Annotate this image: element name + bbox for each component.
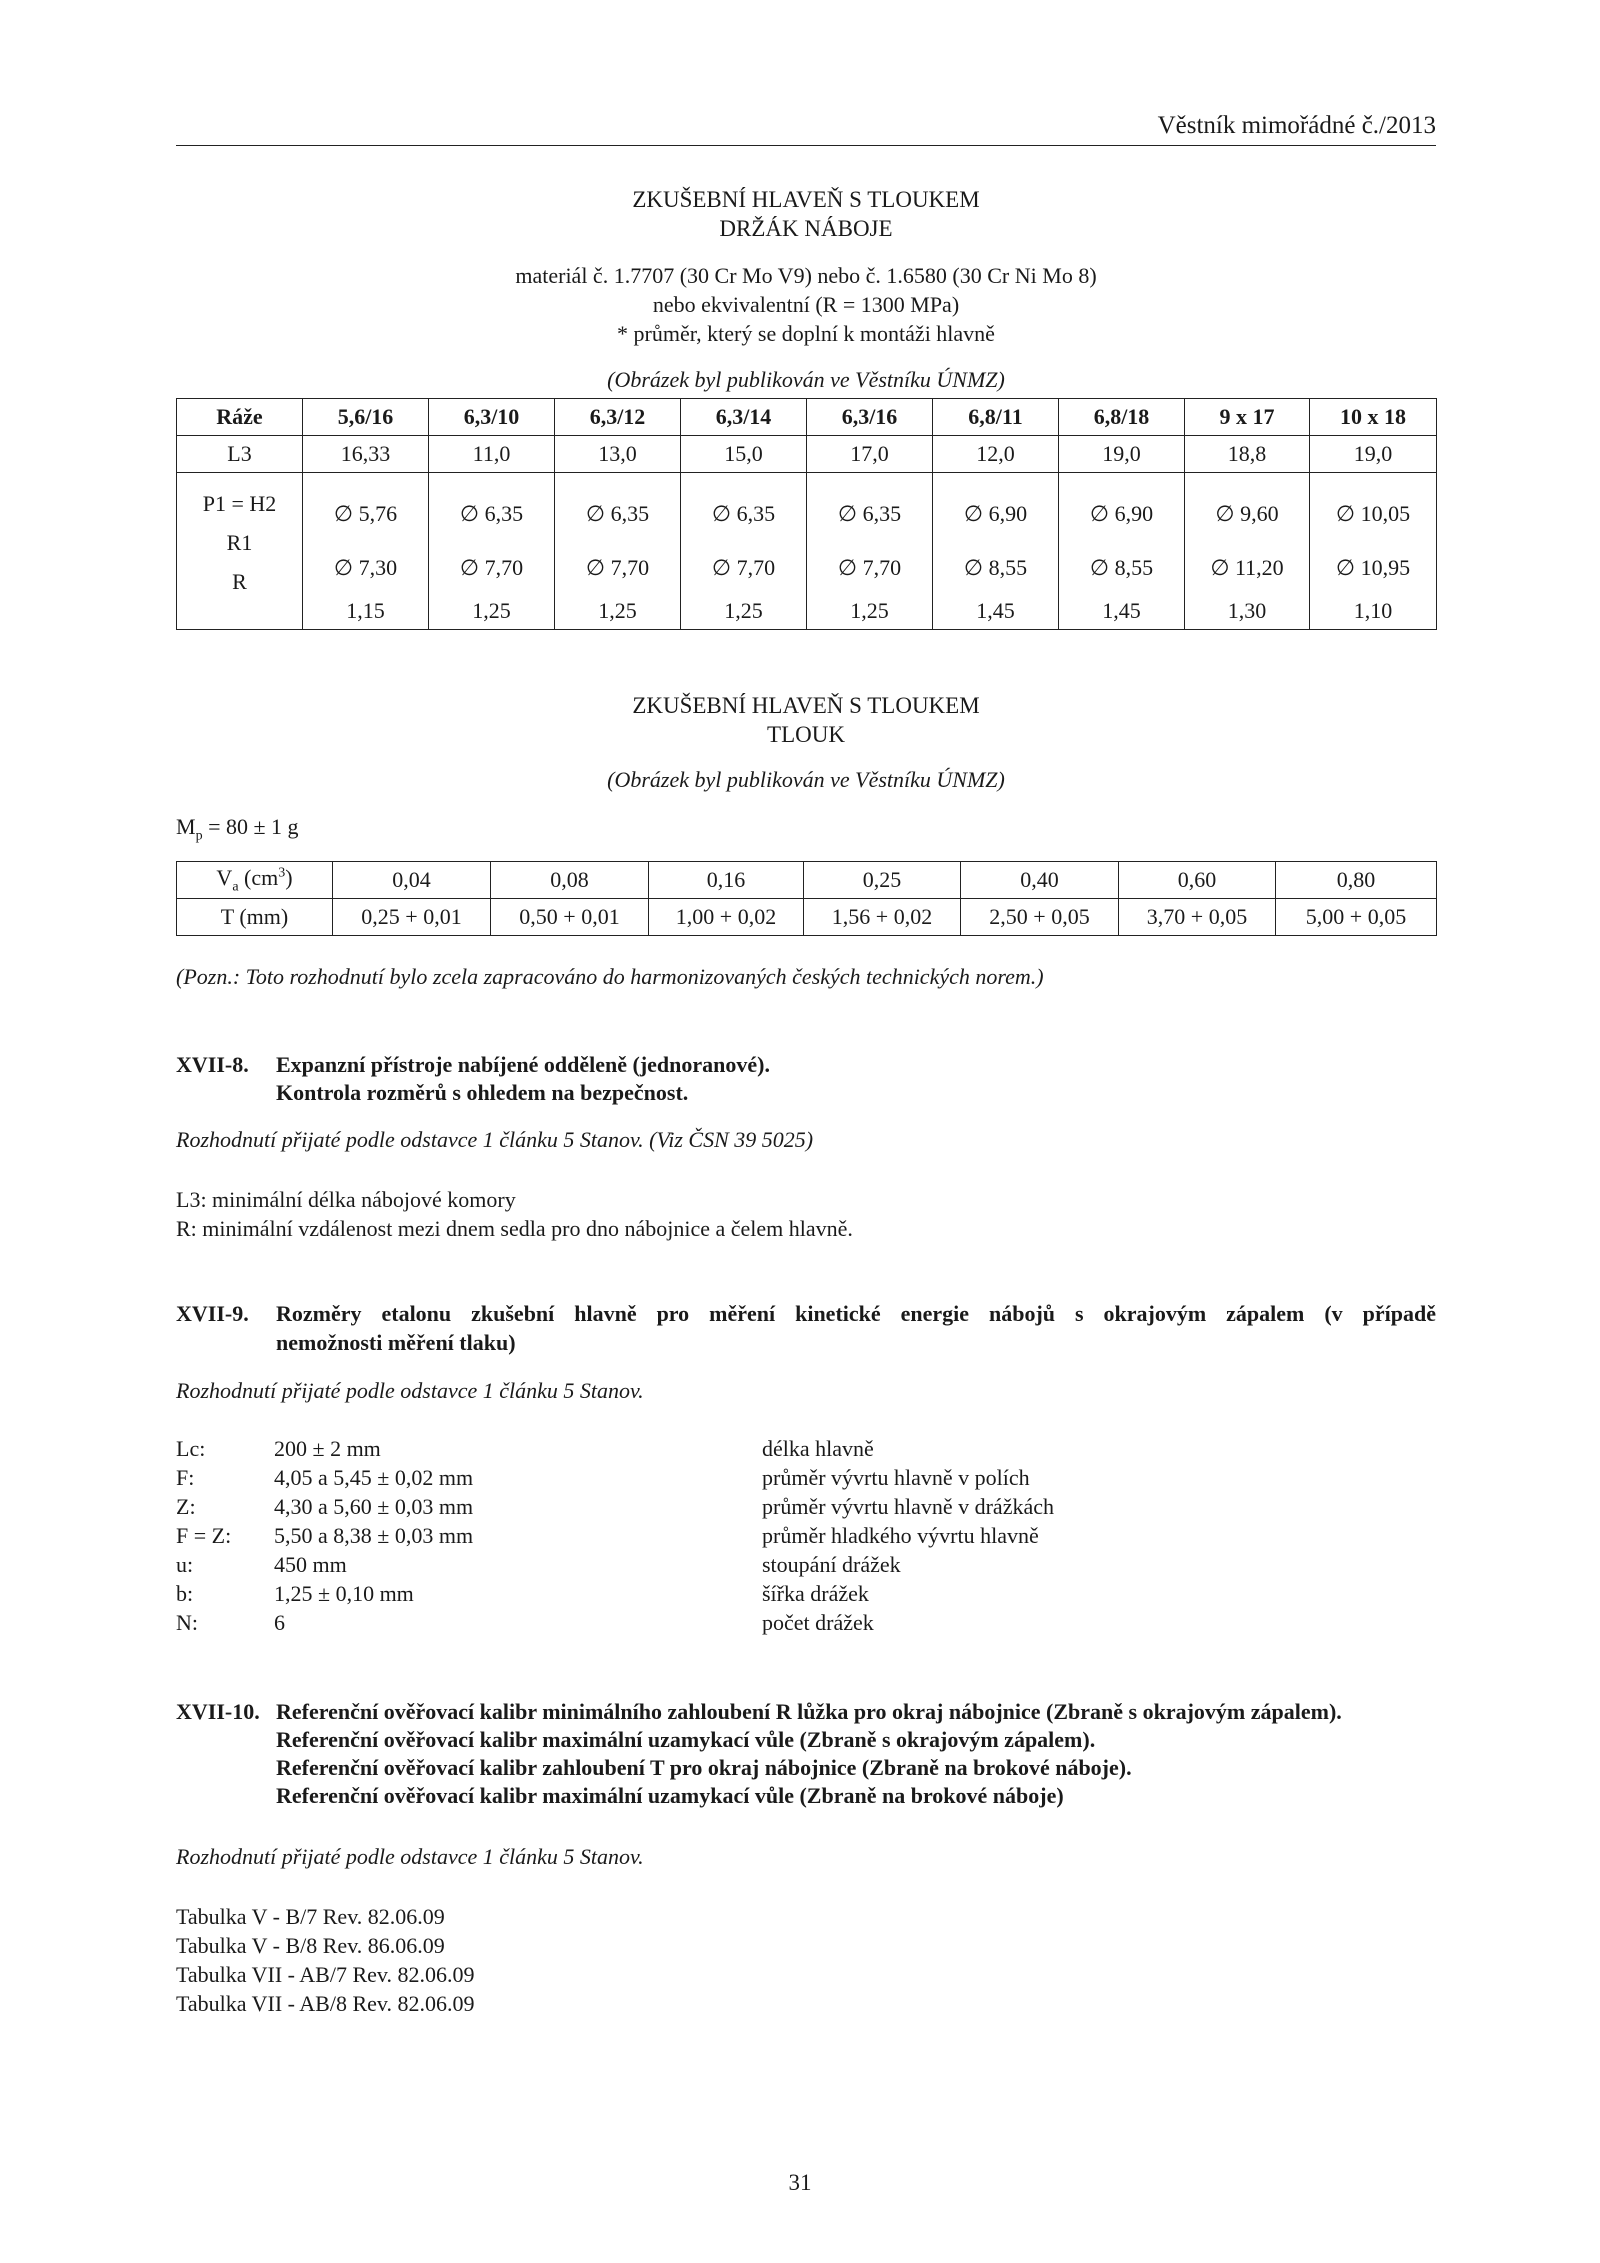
xvii10-title-line2: Referenční ověřovací kalibr maximální uzamykací vůle (Zbraně s okrajovým zápalem).: [276, 1727, 1096, 1752]
list-item-value: 6: [274, 1610, 285, 1635]
cell-value: ∅ 6,35: [459, 501, 524, 526]
header-cell: 6,3/16: [807, 399, 933, 436]
xvii8-decision: Rozhodnutí přijaté podle odstavce 1 článku 5 Stanov. (Viz ČSN 39 5025): [176, 1127, 814, 1152]
table-cell: 3,70 + 0,05: [1119, 899, 1276, 936]
table-cell: 0,50 + 0,01: [491, 899, 649, 936]
table-cell: 18,8: [1185, 436, 1310, 473]
section1-material: materiál č. 1.7707 (30 Cr Mo V9) nebo č. 1.6580 (30 Cr Ni Mo 8): [515, 263, 1097, 288]
table-header-row: [177, 399, 1437, 436]
table-cell: 0,25: [804, 862, 961, 899]
xvii8-definition-l3: L3: minimální délka nábojové komory: [176, 1187, 516, 1212]
list-item-description: stoupání drážek: [762, 1552, 901, 1577]
list-item-value: 200 ± 2 mm: [274, 1436, 381, 1461]
list-item-value: 1,25 ± 0,10 mm: [274, 1581, 414, 1606]
cell-value: ∅ 6,35: [585, 501, 650, 526]
row-label: R1: [226, 530, 253, 555]
cell-value: ∅ 7,70: [459, 555, 524, 580]
row-label: P1 = H2: [202, 491, 277, 516]
cell-value: 1,10: [1353, 598, 1393, 623]
section2-remark: (Pozn.: Toto rozhodnutí bylo zcela zapracováno do harmonizovaných českých technických norem.): [176, 964, 1044, 989]
cell-value: ∅ 6,90: [963, 501, 1028, 526]
table-cell: 1,56 + 0,02: [804, 899, 961, 936]
header-cell: 6,3/10: [429, 399, 555, 436]
list-item-value: 5,50 a 8,38 ± 0,03 mm: [274, 1523, 474, 1548]
row-label: R: [232, 569, 247, 594]
xvii9-decision: Rozhodnutí přijaté podle odstavce 1 článku 5 Stanov.: [176, 1378, 644, 1403]
table-cell: [303, 473, 429, 630]
table-cell: 0,40: [961, 862, 1119, 899]
cell-value: 1,25: [850, 598, 889, 623]
table-cell: 1,00 + 0,02: [649, 899, 804, 936]
list-item-value: 4,05 a 5,45 ± 0,02 mm: [274, 1465, 474, 1490]
xvii8-title-line1: Expanzní přístroje nabíjené odděleně (jednoranové).: [276, 1052, 770, 1077]
list-item-description: průměr vývrtu hlavně v polích: [762, 1465, 1030, 1490]
table-row: [177, 436, 1437, 473]
section2-title: ZKUŠEBNÍ HLAVEŇ S TLOUKEM: [632, 693, 980, 718]
section2-published-note: (Obrázek byl publikován ve Věstníku ÚNMZ): [607, 767, 1005, 792]
list-item-symbol: Z:: [176, 1494, 196, 1519]
table-cell: [429, 473, 555, 630]
table-cell: [555, 473, 681, 630]
list-item-description: průměr hladkého vývrtu hlavně: [762, 1523, 1039, 1548]
list-item-value: 450 mm: [274, 1552, 347, 1577]
cell-value: ∅ 10,95: [1335, 555, 1411, 580]
xvii8-title-line2: Kontrola rozměrů s ohledem na bezpečnost.: [276, 1080, 689, 1105]
xvii9-title-line2: nemožnosti měření tlaku): [276, 1330, 516, 1355]
table-cell: 15,0: [681, 436, 807, 473]
running-header: Věstník mimořádné č./2013: [1157, 112, 1436, 139]
header-cell: 6,3/14: [681, 399, 807, 436]
va-close: ): [285, 864, 293, 890]
cell-value: ∅ 6,35: [711, 501, 776, 526]
xvii8-definition-r: R: minimální vzdálenost mezi dnem sedla pro dno nábojnice a čelem hlavně.: [176, 1216, 853, 1241]
xvii10-title-line4: Referenční ověřovací kalibr maximální uzamykací vůle (Zbraně na brokové náboje): [276, 1783, 1064, 1808]
cell-value: ∅ 6,35: [837, 501, 902, 526]
section1-published-note: (Obrázek byl publikován ve Věstníku ÚNMZ): [607, 367, 1005, 392]
table-row: [177, 473, 1437, 630]
va-unit: (cm: [238, 864, 279, 890]
mass-symbol: M: [176, 814, 196, 839]
table-cell: 0,25 + 0,01: [333, 899, 491, 936]
cell-value: 1,25: [472, 598, 511, 623]
cell-value: ∅ 5,76: [333, 501, 398, 526]
cell-value: ∅ 9,60: [1215, 501, 1279, 526]
header-cell: 10 x 18: [1310, 399, 1437, 436]
xvii8-number: XVII-8.: [176, 1052, 249, 1077]
xvii9-title-line1: Rozměry etalonu zkušební hlavně pro měření kinetické energie nábojů s okrajovým zápalem (v případě: [276, 1301, 1436, 1326]
page-number: 31: [788, 2170, 812, 2195]
va-symbol: V: [216, 864, 233, 890]
table-cell: 19,0: [1059, 436, 1185, 473]
header-cell: 6,3/12: [555, 399, 681, 436]
section1-equivalent: nebo ekvivalentní (R = 1300 MPa): [652, 292, 960, 317]
table-cell: 5,00 + 0,05: [1276, 899, 1437, 936]
header-rule: [176, 145, 1436, 146]
cell-value: ∅ 7,70: [585, 555, 650, 580]
cell-value: ∅ 10,05: [1335, 501, 1411, 526]
table-row: [177, 862, 1437, 899]
list-item-description: průměr vývrtu hlavně v drážkách: [762, 1494, 1054, 1519]
cell-value: 1,45: [1102, 598, 1141, 623]
table-cell: [1059, 473, 1185, 630]
table-cell: 0,04: [333, 862, 491, 899]
list-item: Tabulka VII - AB/7 Rev. 82.06.09: [176, 1962, 475, 1987]
cell-value: ∅ 8,55: [963, 555, 1028, 580]
header-cell: 9 x 17: [1185, 399, 1310, 436]
header-cell: 6,8/18: [1059, 399, 1185, 436]
table-cell: [807, 473, 933, 630]
table-cell: [933, 473, 1059, 630]
table-cell: 16,33: [303, 436, 429, 473]
mass-value: = 80 ± 1 g: [202, 814, 299, 839]
hammer-volume-table: [176, 861, 1437, 936]
table-cell: 19,0: [1310, 436, 1437, 473]
section1-note: * průměr, který se doplní k montáži hlavně: [617, 321, 995, 346]
cell-value: ∅ 7,30: [333, 555, 398, 580]
list-item-symbol: u:: [176, 1552, 194, 1577]
header-cell: 5,6/16: [303, 399, 429, 436]
table-cell: [1310, 473, 1437, 630]
list-item-description: počet drážek: [762, 1610, 874, 1635]
cell-value: 1,15: [346, 598, 385, 623]
va-subscript: a: [232, 879, 239, 895]
table-cell: [681, 473, 807, 630]
list-item-description: šířka drážek: [762, 1581, 869, 1606]
cell-value: ∅ 8,55: [1089, 555, 1154, 580]
section1-subtitle: DRŽÁK NÁBOJE: [719, 216, 893, 241]
list-item-value: 4,30 a 5,60 ± 0,03 mm: [274, 1494, 474, 1519]
cell-value: 1,45: [976, 598, 1015, 623]
table-cell: 0,08: [491, 862, 649, 899]
cell-value: 1,25: [724, 598, 763, 623]
mass-label: [176, 812, 299, 850]
va-superscript: 3: [278, 865, 286, 881]
list-item-symbol: b:: [176, 1581, 194, 1606]
xvii10-number: XVII-10.: [176, 1699, 260, 1724]
multi-row-label: [177, 473, 303, 630]
table-cell: 17,0: [807, 436, 933, 473]
table-cell: 11,0: [429, 436, 555, 473]
xvii9-number: XVII-9.: [176, 1301, 249, 1326]
list-item: Tabulka V - B/8 Rev. 86.06.09: [176, 1933, 445, 1958]
xvii10-decision: Rozhodnutí přijaté podle odstavce 1 článku 5 Stanov.: [176, 1844, 644, 1869]
list-item-symbol: N:: [176, 1610, 198, 1635]
section1-title: ZKUŠEBNÍ HLAVEŇ S TLOUKEM: [632, 187, 980, 212]
table-cell: 0,60: [1119, 862, 1276, 899]
list-item-description: délka hlavně: [762, 1436, 874, 1461]
list-item: Tabulka V - B/7 Rev. 82.06.09: [176, 1904, 445, 1929]
table-cell: 2,50 + 0,05: [961, 899, 1119, 936]
table-row: [177, 899, 1437, 936]
cell-value: 1,30: [1227, 598, 1267, 623]
header-cell: Ráže: [177, 399, 303, 436]
xvii10-title-line1: Referenční ověřovací kalibr minimálního zahloubení R lůžka pro okraj nábojnice (Zbraně s okrajovým zápalem).: [276, 1699, 1342, 1724]
row-label: [177, 862, 333, 899]
table-cell: 0,16: [649, 862, 804, 899]
section2-subtitle: TLOUK: [767, 722, 845, 747]
xvii10-title-line3: Referenční ověřovací kalibr zahloubení T pro okraj nábojnice (Zbraně na brokové náboje).: [276, 1755, 1132, 1780]
row-label: T (mm): [177, 899, 333, 936]
cell-value: 1,25: [598, 598, 637, 623]
header-cell: 6,8/11: [933, 399, 1059, 436]
mass-subscript: p: [195, 828, 203, 844]
list-item-symbol: Lc:: [176, 1436, 206, 1461]
cell-value: ∅ 11,20: [1210, 555, 1284, 580]
list-item-symbol: F = Z:: [176, 1523, 232, 1548]
table-cell: 0,80: [1276, 862, 1437, 899]
cartridge-dimensions-table: [176, 398, 1437, 630]
list-item: Tabulka VII - AB/8 Rev. 82.06.09: [176, 1991, 475, 2016]
row-label: L3: [177, 436, 303, 473]
table-cell: 13,0: [555, 436, 681, 473]
cell-value: ∅ 7,70: [711, 555, 776, 580]
table-cell: [1185, 473, 1310, 630]
table-cell: 12,0: [933, 436, 1059, 473]
cell-value: ∅ 7,70: [837, 555, 902, 580]
list-item-symbol: F:: [176, 1465, 195, 1490]
cell-value: ∅ 6,90: [1089, 501, 1154, 526]
